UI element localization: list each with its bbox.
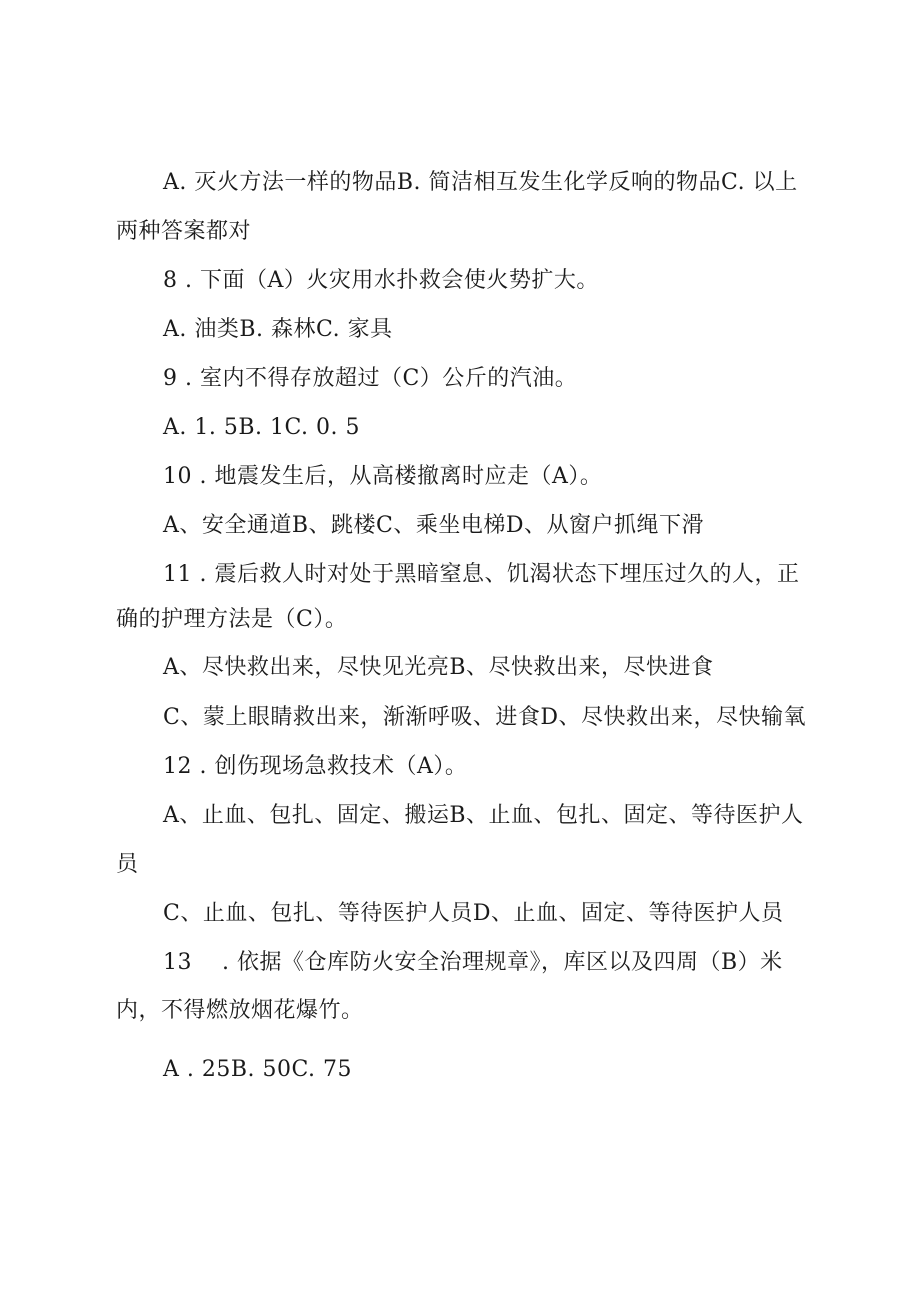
question-11: 11 . 震后救人时对处于黑暗窒息、饥渴状态下埋压过久的人，正 [163,562,800,587]
options-q10: A、安全通道B、跳楼C、乘坐电梯D、从窗户抓绳下滑 [163,513,705,538]
options-q11-line2: C、蒙上眼睛救出来，渐渐呼吸、进食D、尽快救出来，尽快输氧 [163,705,806,730]
question-9: 9 . 室内不得存放超过（C）公斤的汽油。 [163,366,578,391]
question-10: 10 . 地震发生后，从高楼撤离时应走（A）。 [163,464,603,489]
options-q12-line2: C、止血、包扎、等待医护人员D、止血、固定、等待医护人员 [163,901,784,926]
question-8: 8 . 下面（A）火灾用水扑救会使火势扩大。 [163,268,599,293]
options-q9: A. 1. 5B. 1C. 0. 5 [163,415,361,440]
options-q11-line1: A、尽快救出来，尽快见光亮B、尽快救出来，尽快进食 [163,655,714,680]
options-q13: A . 25B. 50C. 75 [163,1057,353,1082]
options-q8: A. 油类B. 森林C. 家具 [163,317,393,342]
option-line-q7-continued: 两种答案都对 [116,219,252,244]
options-q12-line1: A、止血、包扎、固定、搬运B、止血、包扎、固定、等待医护人 [163,803,804,828]
options-q12-line1-continued: 员 [116,852,139,877]
question-12: 12 . 创伤现场急救技术（A）。 [163,754,468,779]
question-13-continued: 内，不得燃放烟花爆竹。 [116,998,364,1023]
question-13: 13 . 依据《仓库防火安全治理规章》，库区以及四周（B）米 [163,950,783,975]
question-11-continued: 确的护理方法是（C）。 [116,607,348,632]
option-line-q7: A. 灭火方法一样的物品B. 简洁相互发生化学反响的物品C. 以上 [163,170,798,195]
